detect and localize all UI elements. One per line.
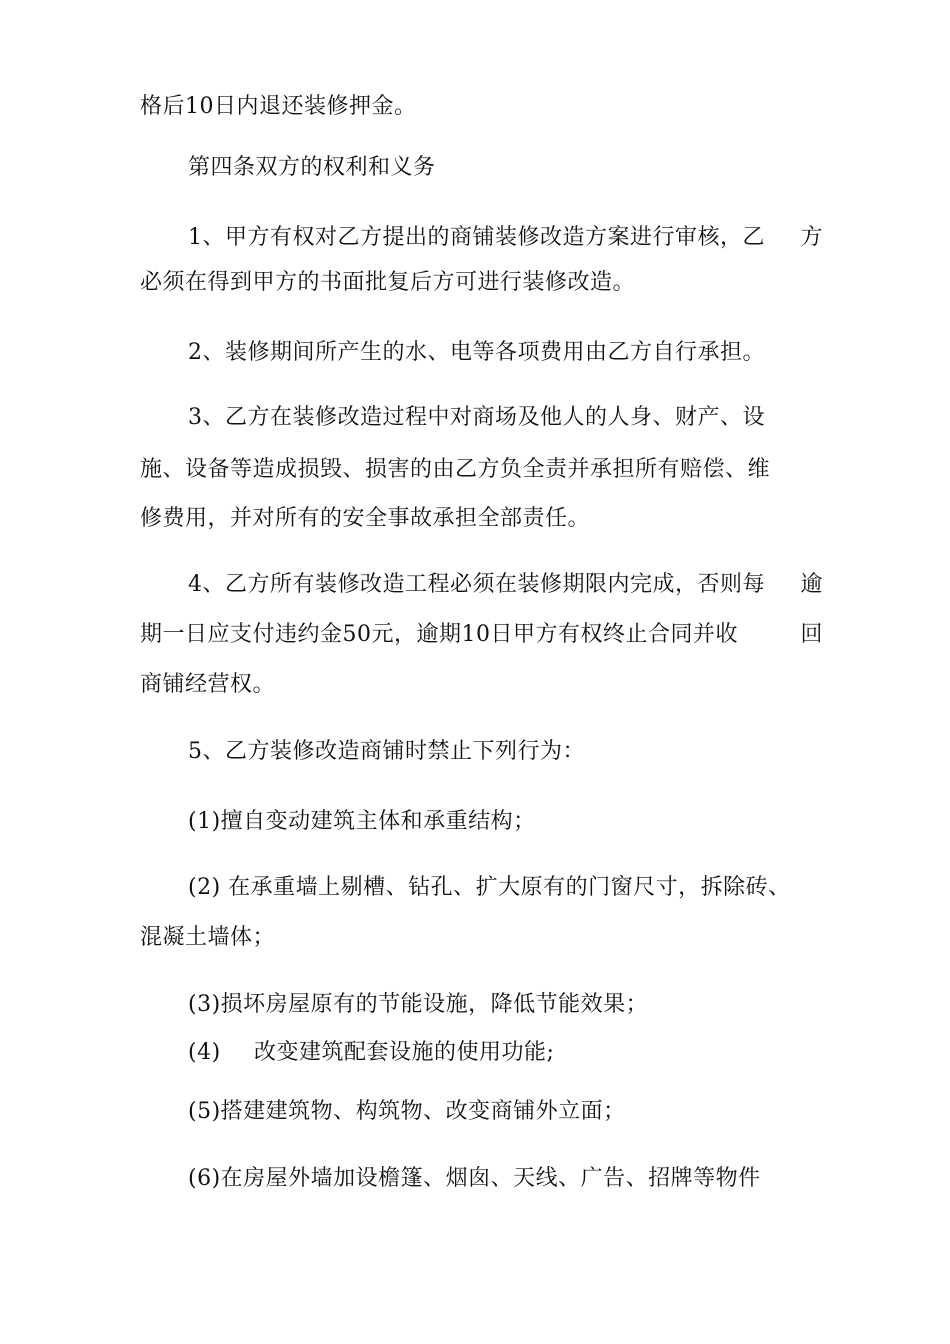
prohibited-item-2-first: (2) 在承重墙上剔槽、钻孔、扩大原有的门窗尺寸，拆除砖、 bbox=[188, 875, 791, 900]
text-fragment: 1、甲方有权对乙方提出的商铺装修改造方案进行审核，乙 bbox=[188, 225, 765, 250]
text-line-item-4-third: 商铺经营权。 bbox=[140, 672, 276, 697]
text-line-item-1-second: 必须在得到甲方的书面批复后方可进行装修改造。 bbox=[140, 270, 636, 295]
text-fragment: 4、乙方所有装修改造工程必须在装修期限内完成，否则每 bbox=[188, 572, 765, 597]
article-four-heading: 第四条双方的权利和义务 bbox=[188, 155, 436, 180]
prohibited-item-6: (6)在房屋外墙加设檐篷、烟囱、天线、广告、招牌等物件 bbox=[188, 1166, 761, 1191]
text-fragment: 期一日应支付违约金50元，逾期10日甲方有权终止合同并收 bbox=[140, 622, 738, 647]
text-fragment: 方 bbox=[800, 225, 823, 250]
text-line-item-2: 2、装修期间所产生的水、电等各项费用由乙方自行承担。 bbox=[188, 340, 765, 365]
text-line-item-4-first bbox=[188, 570, 823, 600]
prohibited-item-5: (5)搭建建筑物、构筑物、改变商铺外立面； bbox=[188, 1099, 626, 1124]
text-line-1: 格后10日内退还装修押金。 bbox=[140, 94, 417, 119]
text-line-item-3-third: 修费用，并对所有的安全事故承担全部责任。 bbox=[140, 506, 591, 531]
prohibited-item-2-second: 混凝土墙体； bbox=[140, 925, 276, 950]
prohibited-item-3: (3)损坏房屋原有的节能设施，降低节能效果； bbox=[188, 992, 649, 1017]
text-line-item-3-first: 3、乙方在装修改造过程中对商场及他人的人身、财产、设 bbox=[188, 405, 765, 430]
prohibited-item-4-text: 改变建筑配套设施的使用功能; bbox=[254, 1040, 555, 1065]
text-line-item-1-first bbox=[188, 223, 823, 253]
text-line-item-3-second: 施、设备等造成损毁、损害的由乙方负全责并承担所有赔偿、维 bbox=[140, 457, 771, 482]
text-line-item-5: 5、乙方装修改造商铺时禁止下列行为： bbox=[188, 739, 585, 764]
prohibited-item-1: (1)擅自变动建筑主体和承重结构； bbox=[188, 809, 536, 834]
text-fragment: 逾 bbox=[800, 572, 823, 597]
prohibited-item-4-number: (4) bbox=[188, 1040, 221, 1065]
text-line-item-4-second bbox=[140, 620, 823, 650]
text-fragment: 回 bbox=[800, 622, 823, 647]
